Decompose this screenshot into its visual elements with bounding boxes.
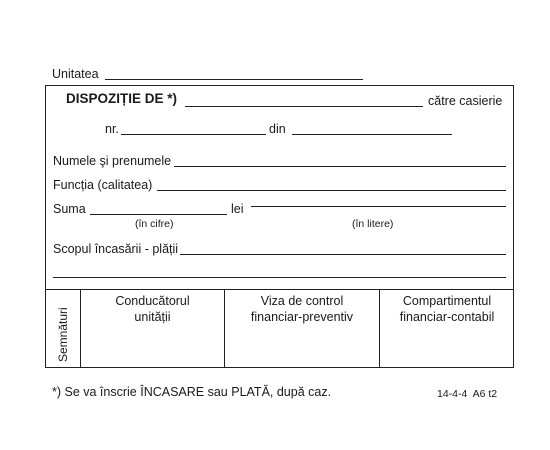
currency-label: lei bbox=[231, 202, 244, 216]
amount-letters-field[interactable] bbox=[251, 206, 506, 207]
in-letters-caption: (în litere) bbox=[352, 218, 394, 230]
signature-col-accounting-line2: financiar-contabil bbox=[399, 310, 495, 324]
signature-col-accounting[interactable] bbox=[380, 293, 514, 325]
signature-col-manager-line1: Conducătorul bbox=[115, 294, 190, 308]
signature-col-manager[interactable] bbox=[81, 293, 224, 325]
date-label: din bbox=[269, 122, 286, 136]
disposition-type-field[interactable] bbox=[185, 106, 423, 107]
signature-col-accounting-line1: Compartimentul bbox=[402, 294, 492, 308]
function-field[interactable] bbox=[157, 190, 506, 191]
date-field[interactable] bbox=[292, 134, 452, 135]
unit-field-line[interactable] bbox=[105, 79, 363, 80]
number-field[interactable] bbox=[121, 134, 266, 135]
to-cashier-label: către casierie bbox=[428, 94, 503, 108]
signature-col-control-line2: financiar-preventiv bbox=[250, 310, 354, 324]
signature-col-control[interactable] bbox=[225, 293, 379, 325]
number-label: nr. bbox=[105, 122, 119, 136]
name-label: Numele şi prenumele bbox=[53, 154, 172, 168]
amount-label: Suma bbox=[53, 202, 86, 216]
form-code: 14-4-4 A6 t2 bbox=[437, 388, 498, 400]
signatures-divider bbox=[45, 289, 514, 290]
footer-note: *) Se va înscrie ÎNCASARE sau PLATĂ, după caz. bbox=[52, 385, 332, 399]
purpose-label: Scopul încasării - plății bbox=[53, 242, 179, 256]
in-figures-caption: (în cifre) bbox=[135, 218, 174, 230]
amount-figures-field[interactable] bbox=[90, 214, 227, 215]
signatures-side-label: Semnături bbox=[56, 307, 70, 362]
signature-col-control-line1: Viza de control bbox=[260, 294, 344, 308]
unit-label: Unitatea bbox=[52, 67, 99, 81]
purpose-field[interactable] bbox=[180, 254, 506, 255]
function-label: Funcția (calitatea) bbox=[53, 178, 153, 192]
name-field[interactable] bbox=[174, 166, 506, 167]
signature-col-manager-line2: unității bbox=[134, 310, 171, 324]
form-title: DISPOZIȚIE DE *) bbox=[66, 91, 178, 106]
purpose-field-extra[interactable] bbox=[53, 277, 506, 278]
